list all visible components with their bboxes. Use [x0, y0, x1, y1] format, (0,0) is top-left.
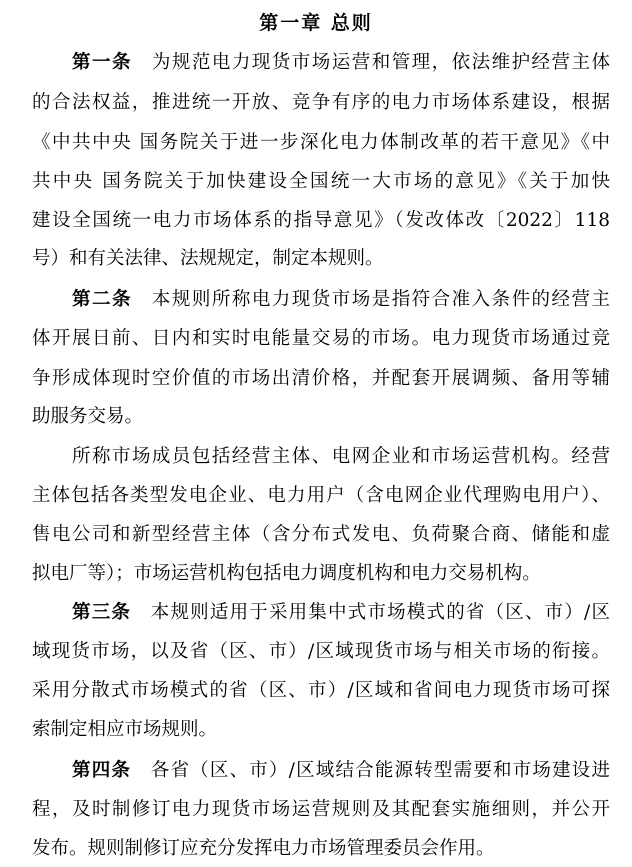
article-1-text-1: 为规范电力现货市场运营和管理，依法维护经营主体 [150, 52, 610, 73]
article-1-line-4: 共中央 国务院关于加快建设全国统一大市场的意见》《关于加快 [32, 171, 610, 192]
article-3-label: 第三条 [72, 602, 132, 623]
article-3-line-2: 域现货市场，以及省（区、市）/区域现货市场与相关市场的衔接。 [32, 641, 610, 662]
article-1-line-3: 《中共中央 国务院关于进一步深化电力体制改革的若干意见》《中 [32, 132, 610, 153]
article-4-text-1: 各省（区、市）/区域结合能源转型需要和市场建设进 [149, 760, 610, 781]
paragraph-market-members-line-1: 所称市场成员包括经营主体、电网企业和市场运营机构。经营 [72, 446, 610, 467]
paragraph-market-members-line-4: 拟电厂等）；市场运营机构包括电力调度机构和电力交易机构。 [32, 563, 541, 584]
article-1-line-5: 建设全国统一电力市场体系的指导意见》（发改体改〔2022〕118 [32, 210, 610, 231]
paragraph-market-members-line-3: 售电公司和新型经营主体（含分布式发电、负荷聚合商、储能和虚 [32, 524, 610, 545]
article-2-text-1: 本规则所称电力现货市场是指符合准入条件的经营主 [150, 289, 610, 310]
article-3-text-1: 本规则适用于采用集中式市场模式的省（区、市）/区 [149, 602, 610, 623]
article-3-line-1 [72, 600, 610, 626]
article-4-line-1 [72, 758, 610, 784]
article-1-line-1 [72, 50, 610, 76]
article-4-line-3: 发布。规则制修订应充分发挥电力市场管理委员会作用。 [32, 838, 495, 859]
article-2-line-3: 争形成体现时空价值的市场出清价格，并配套开展调频、备用等辅 [32, 368, 610, 389]
article-4-label: 第四条 [72, 760, 132, 781]
article-4-line-2: 程，及时制修订电力现货市场运营规则及其配套实施细则，并公开 [32, 799, 610, 820]
article-1-line-6: 号）和有关法律、法规规定，制定本规则。 [32, 248, 384, 269]
article-3-line-4: 索制定相应市场规则。 [32, 719, 218, 740]
article-2-line-1 [72, 287, 610, 313]
article-1-line-2: 的合法权益，推进统一开放、竞争有序的电力市场体系建设，根据 [32, 92, 610, 113]
article-2-line-4: 助服务交易。 [32, 406, 144, 427]
paragraph-market-members-line-2: 主体包括各类型发电企业、电力用户（含电网企业代理购电用户）、 [32, 485, 610, 506]
chapter-title: 第一章 总则 [259, 12, 373, 34]
article-3-line-3: 采用分散式市场模式的省（区、市）/区域和省间电力现货市场可探 [32, 680, 610, 701]
article-2-line-2: 体开展日前、日内和实时电能量交易的市场。电力现货市场通过竞 [32, 328, 610, 349]
article-2-label: 第二条 [72, 289, 132, 310]
article-1-label: 第一条 [72, 52, 132, 73]
